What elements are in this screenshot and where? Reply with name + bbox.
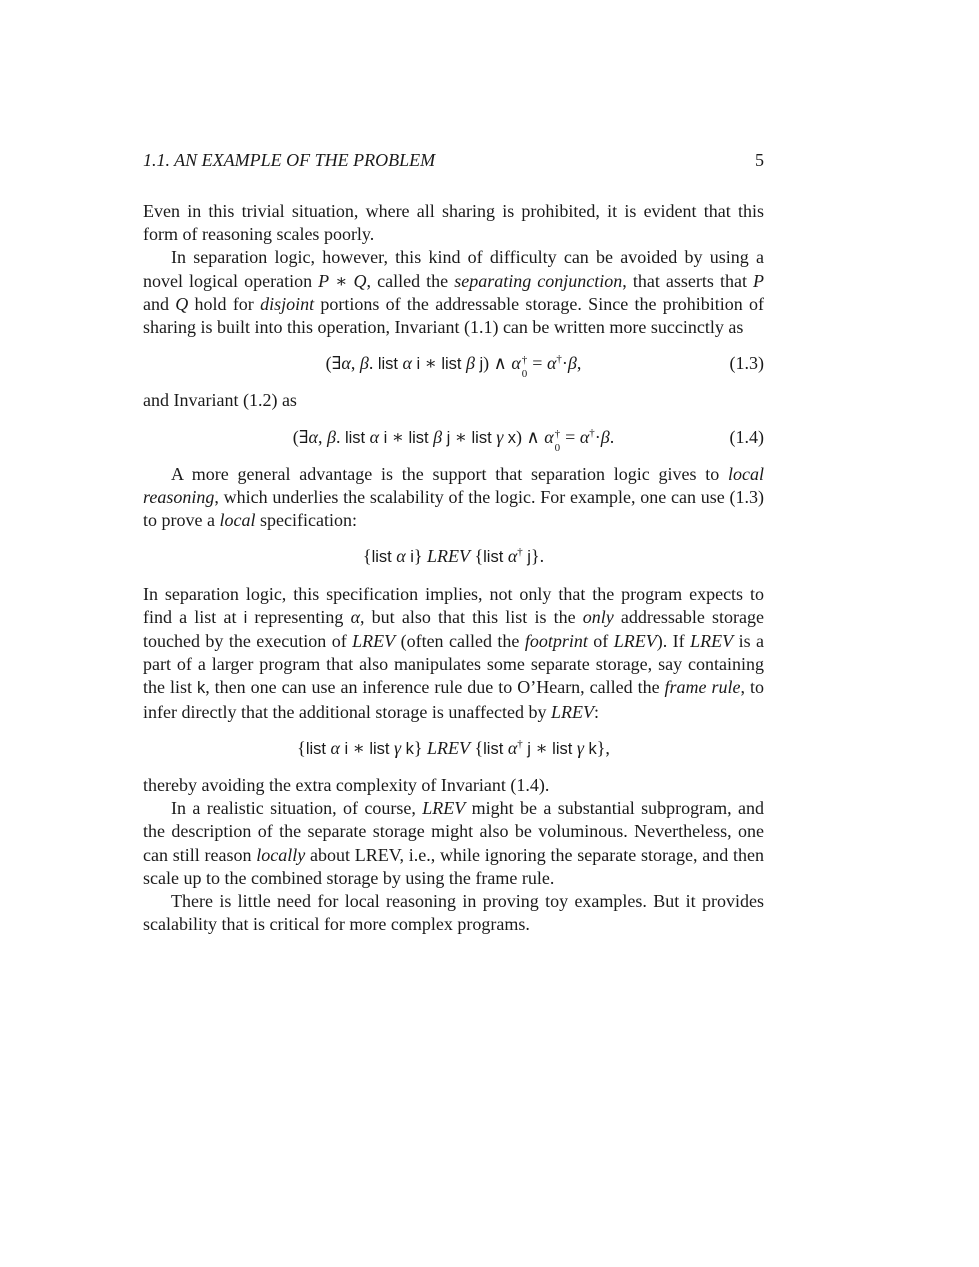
equation-local-spec [143,545,764,568]
equation-1-3-number: (1.3) [729,353,764,374]
equation-1-3-formula: (∃α, β. list α i ∗ list β j) ∧ α † 0 = α†·β, [325,353,582,381]
page-number: 5 [755,150,764,170]
local-spec-formula: {list α i} LREV {list α† j}. [362,546,545,567]
paragraph-1: Even in this trivial situation, where all sharing is prohibited, it is evident that this form of reasoning scales poorly. [143,201,764,245]
paragraph-5: In separation logic, this specification implies, not only that the program expects to find a list at i representing α, but also that this list is the only addressable storage touched by the execution of LREV (often called the footprint of LREV). If LREV is a part of a larger program that also manipulates some separate storage, say containing the list k, then one can use an inference rule due to O’Hearn, called the frame rule, to infer directly that the additional storage is unaffected by LREV: [143,583,765,722]
paragraph-3: and Invariant (1.2) as [143,390,297,411]
body-text [143,200,764,936]
paragraph-6: thereby avoiding the extra complexity of Invariant (1.4). [143,775,550,795]
equation-1-4-formula: (∃α, β. list α i ∗ list β j ∗ list γ x) ∧ α † 0 = α†·β. [292,426,615,454]
paragraph-4: A more general advantage is the support that separation logic gives to local reasoning, which underlies the scalability of the logic. For example, one can use (1.3) to prove a local specification: [143,463,764,531]
running-header [143,148,764,172]
frame-rule-formula: {list α i ∗ list γ k} LREV {list α† j ∗ list γ k}, [297,737,610,758]
paragraph-8: There is little need for local reasoning in proving toy examples. But it provides scalability that is critical for more complex programs. [143,891,764,935]
paragraph-2: In separation logic, however, this kind of difficulty can be avoided by using a novel logical operation P ∗ Q, called the separating conjunction, that asserts that P and Q hold for disjoint portions of the addressable storage. Since the prohibition of sharing is built into this operation, Invariant (1.1) can be written more succinctly as [143,247,765,338]
paragraph-7: In a realistic situation, of course, LREV might be a substantial subprogram, and the description of the separate storage might also be voluminous. Nevertheless, one can still reason locally about LREV, i.e., while ignoring the separate storage, and then scale up to the combined storage by using the frame rule. [143,798,765,888]
running-title: 1.1. AN EXAMPLE OF THE PROBLEM [143,150,436,170]
equation-1-3 [143,352,764,381]
equation-1-4 [143,426,764,454]
equation-frame-rule [143,737,764,760]
equation-1-4-number: (1.4) [729,426,764,447]
